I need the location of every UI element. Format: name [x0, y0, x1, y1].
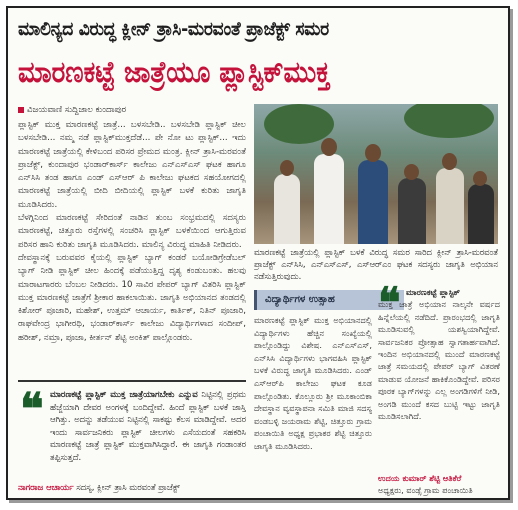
quote-left-body: ನಿಟ್ಟಿನಲ್ಲಿ ಪ್ರಥಮ ಹೆಜ್ಜೆಯಾಗಿ ದೇವರ ಅಂಗಳಕ್ಕೆ ಬಂದಿದ್ದೇವೆ. ಹಿಂದೆ ಪ್ಲಾಸ್ಟಿಕ್ ಬಳಕೆ ಜಾಸ್ತಿ ಆಗಿತ್ತು. ಅದನ್ನು ತಡೆಯುವ ನಿಟ್ಟಿನಲ್ಲಿ ಸಾಕಷ್ಟು ಕೆಲಸ ಮಾಡಿದ್ದೇವೆ. ಅದರ ಇಂದು ಸಾರ್ವಜನಿಕರು ಪ್ಲಾಸ್ಟಿಕ್ ಚೀಲಗಳು ಎಸೆಯದಂತೆ ಸಹಕರಿಸಿ ಮಾರಣಕಟ್ಟೆ ಜಾತ್ರೆ ಪ್ಲಾಸ್ಟಿಕ್ ಮುಕ್ತವಾಗಿಸಿದ್ದಾರೆ. ಈ ಜಾಗೃತಿ ಗಂಡಾಂತರ ತಪ್ಪಿಸುತ್ತದೆ.	[50, 389, 246, 462]
quote-left-attribution	[18, 480, 246, 494]
article-kicker: ಮಾಲಿನ್ಯದ ವಿರುದ್ಧ ಕ್ಲೀನ್ ತ್ರಾಸಿ-ಮರವಂತೆ ಪ್ರಾಜೆಕ್ಟ್ ಸಮರ	[18, 18, 329, 40]
attribution-name: ನಾಗರಾಜ ಆಚಾರ್ಯ	[18, 482, 74, 492]
quote-left-lead: ಮಾರಣಕಟ್ಟೆ ಪ್ಲಾಸ್ಟಿಕ್ ಮುಕ್ತ ಜಾತ್ರೆಯಾಗಬೇಕು ಎನ್ನುವ	[50, 389, 198, 399]
attribution-name: ಉದಯ ಕುಮಾರ್ ಶೆಟ್ಟಿ ಆತಿಕೆರೆ	[378, 473, 462, 483]
newspaper-clipping	[6, 6, 510, 500]
body-paragraph: ಬೆಳಗ್ಗಿನಿಂದ ಮಾರಣಕಟ್ಟೆ ಸೇರಿದಂತೆ ನಾಡಿನ ತುಂಬ ಸಂಭ್ರಮದಲ್ಲಿ ಸದಸ್ಯರು ಮಾರಣಕಟ್ಟೆ, ಚಿತ್ತೂರು ರಸ್ತೆಗಳಲ್ಲಿ ಸಂಚರಿಸಿ ಪ್ಲಾಸ್ಟಿಕ್ ಬಳಕೆಯಿಂದ ಆಗುತ್ತಿರುವ ಪರಿಸರ ಹಾನಿ ಕುರಿತು ಜಾಗೃತಿ ಮೂಡಿಸಿದರು. ಮಾಲಿನ್ಯ ವಿರುದ್ಧ ಮಾಹಿತಿ ನೀಡಿದರು.	[18, 213, 246, 250]
body-paragraph: ಪ್ಲಾಸ್ಟಿಕ್ ಮುಕ್ತ ಮಾರಣಕಟ್ಟೆ ಜಾತ್ರೆ... ಬಳಸಬೇಡಿ.. ಬಳಸಬೇಡಿ ಪ್ಲಾಸ್ಟಿಕ್ ಚೀಲ ಬಳಸಬೇಡಿ... ನಮ್ಮ ನಡೆ ಪ್ಲಾಸ್ಟಿಕ್‌ಮುಕ್ತದೆಡೆ... ಪೇ ನೋ ಟು ಪ್ಲಾಸ್ಟಿಕ್... ಇದು ಮಾರಣಕಟ್ಟೆ ಜಾತ್ರೆಯಲ್ಲಿ ಕೇಳಿಬಂದ ಪರಿಸರ ಪ್ರೇಮದ ಮಂತ್ರ. ಕ್ಲೀನ್ ತ್ರಾಸಿ-ಮರವಂತೆ ಪ್ರಾಜೆಕ್ಟ್, ಕುಂದಾಪುರ ಭಂಡಾರ್‌ಕಾರ್ಸ್ ಕಾಲೇಜು ಎನ್ಎಸ್ಎಸ್ ಘಟಕ ಹಾಗೂ ಎನ್‌ಸಿಸಿ ತಂಡ ಹಾಗೂ ಎಂಡ್ ಎಸ್ಆರ್ ಪಿ ಕಾಲೇಜು ಘಟಕದ ಸಹಯೋಗದಲ್ಲಿ ಮಾರಣಕಟ್ಟೆ ಜಾತ್ರೆಯಲ್ಲಿ ಬೀದಿ ಬೀದಿಯಲ್ಲಿ ಪ್ಲಾಸ್ಟಿಕ್ ಬಳಕೆ ಕುರಿತು ಜಾಗೃತಿ ಮೂಡಿಸಿದರು.	[18, 120, 246, 210]
middle-column	[254, 314, 372, 496]
right-column	[378, 278, 500, 484]
section-title: ವಿದ್ಯಾರ್ಥಿಗಳ ಉತ್ಸಾಹ	[254, 290, 404, 310]
left-column	[18, 104, 246, 378]
photo-caption: ಮಾರಣಕಟ್ಟೆ ಜಾತ್ರೆಯಲ್ಲಿ ಪ್ಲಾಸ್ಟಿಕ್ ಬಳಕೆ ವಿರುದ್ಧ ಸಮರ ಸಾರಿದ ಕ್ಲೀನ್ ತ್ರಾಸಿ-ಮರವಂತೆ ಪ್ರಾಜೆಕ್ಟ್ ಎನ್‌ಸಿಸಿ, ಎನ್ಎಸ್ಎಸ್, ಎಸ್ಆರ್‌ಎಂ ಘಟಕ ಸದಸ್ಯರು ಜಾಗೃತಿ ಅಭಿಯಾನ ನಡೆಸುತ್ತಿರುವುದು.	[254, 247, 498, 281]
attribution-role: ಸದಸ್ಯ, ಕ್ಲೀನ್ ತ್ರಾಸಿ ಮರವಂತೆ ಪ್ರಾಜೆಕ್ಟ್	[76, 482, 180, 492]
quote-mark-icon: ❝	[378, 278, 401, 327]
quote-right-attribution	[378, 472, 500, 496]
body-paragraph: ದೇವಸ್ಥಾನಕ್ಕೆ ಬರುವವರ ಕೈಯಲ್ಲಿ ಪ್ಲಾಸ್ಟಿಕ್ ಬ್ಯಾಗ್ ಕಂಡರೆ ಬಯೋಡಿಗ್ರೇಡೆಬಲ್ ಬ್ಯಾಗ್ ನೀಡಿ ಪ್ಲಾಸ್ಟಿಕ್ ಚೀಲ ಹಿಂದಕ್ಕೆ ಪಡೆಯುತ್ತಿದ್ದ ದೃಶ್ಯ ಕಂಡುಬಂತು. ಹಲವು ಮಾರಾಟಗಾರರು ಬೆಂಬಲ ನೀಡಿದರು. 10 ಸಾವಿರ ಪೇಪರ್ ಬ್ಯಾಗ್ ವಿತರಿಸಿ ಪ್ಲಾಸ್ಟಿಕ್ ಮುಕ್ತ ಮಾರಣಕಟ್ಟೆ ಜಾತ್ರೆಗೆ ಶ್ರೀಕಾರ ಹಾಕಲಾಯಿತು. ಜಾಗೃತಿ ಅಭಿಯಾನದ ತಂಡದಲ್ಲಿ ಕಿಶೋರ್ ಪೂಜಾರಿ, ಮಹೇಶ್, ಉತ್ತಮ್ ಆಚಾರ್ಯ, ಕಾರ್ತಿಕ್, ನಿತಿನ್ ಪೂಜಾರಿ, ರಾಘವೇಂದ್ರ ಭಾಗೀರಥಿ, ಭಂಡಾರ್‌ಕಾರ್ಸ್ ಕಾಲೇಜು ವಿದ್ಯಾರ್ಥಿಗಳಾದ ಸಂದೀಪ್, ಹರೀಶ್, ನಮ್ರಾ, ಪೂಜಾ, ಕೀರ್ತನ್ ಶೆಟ್ಟಿ ಅಂಕಿತ್ ಪಾಲ್ಗೊಂಡರು.	[18, 252, 246, 343]
byline	[18, 104, 246, 117]
quote-left	[18, 388, 246, 474]
quote-right-text: ಮುಕ್ತ ಜಾತ್ರೆ ಅಭಿಯಾನ ನಾಲ್ಕನೇ ವರ್ಷದ ಹಿನ್ನೆಲೆಯಲ್ಲಿ ನಡೆದಿದೆ. ಪ್ರಾರಂಭದಲ್ಲಿ ಜಾಗೃತಿ ಮೂಡಿಸುವಲ್ಲಿ ಯಶಸ್ವಿಯಾಗಿದ್ದೇವೆ. ಸಾರ್ವಜನಿಕರ ಪ್ರೋತ್ಸಾಹ ಸ್ವಾಗತಾರ್ಹವಾಗಿದೆ. ಇಂದಿನ ಅಭಿಯಾನದಲ್ಲಿ ಮುಂದೆ ಮಾರಣಕಟ್ಟೆ ಜಾತ್ರೆ ಸಮಯದಲ್ಲಿ ಪೇಪರ್ ಬ್ಯಾಗ್ ವಿತರಣೆ ಮಾಡುವ ಯೋಜನೆ ಹಾಕಿಕೊಂಡಿದ್ದೇವೆ. ಪರಿಸರ ಪೂರಕ ಬ್ಯಾಗ್‌ಗಳನ್ನು ಎಲ್ಲ ಅಂಗಡಿಗಳಿಗೆ ನೀಡಿ, ಅಂಗಡಿ ಮುಂದೆ ಕಸದ ಬುಟ್ಟಿ ಇಟ್ಟು ಜಾಗೃತಿ ಮೂಡಿಸಲಾಗಿದೆ.	[378, 299, 500, 422]
byline-text: ವಿಜಯವಾಣಿ ಸುದ್ದಿಜಾಲ ಕುಂದಾಪುರ	[27, 105, 127, 115]
article-photo	[254, 104, 498, 244]
attribution-role: ಅಧ್ಯಕ್ಷರು, ವಂಡ್ಸೆ ಗ್ರಾಮ ಪಂಚಾಯಿತಿ	[378, 485, 473, 495]
quote-left-text	[50, 388, 246, 464]
body-paragraph: ಮಾರಣಕಟ್ಟೆ ಪ್ಲಾಸ್ಟಿಕ್ ಮುಕ್ತ ಅಭಿಯಾನದಲ್ಲಿ ವಿದ್ಯಾರ್ಥಿಗಳು ಹೆಚ್ಚಿನ ಸಂಖ್ಯೆಯಲ್ಲಿ ಪಾಲ್ಗೊಂಡಿದ್ದು ವಿಶೇಷ. ಎನ್ಎಸ್ಎಸ್, ಎನ್‌ಸಿಸಿ ವಿದ್ಯಾರ್ಥಿಗಳು ಭಾಗವಹಿಸಿ ಪ್ಲಾಸ್ಟಿಕ್ ಬಳಕೆ ವಿರುದ್ಧ ಜಾಗೃತಿ ಮೂಡಿಸಿದರು. ಎಂಡ್ ಎಸ್ಆರ್‌ಪಿ ಕಾಲೇಜು ಘಟಕ ಕೂಡ ಪಾಲ್ಗೊಂಡಿತು. ಕೊಲ್ಲೂರು ಶ್ರೀ ಮೂಕಾಂಬಿಕಾ ದೇವಸ್ಥಾನ ವ್ಯವಸ್ಥಾಪನಾ ಸಮಿತಿ ಮಾಜಿ ಸದಸ್ಯ ವಂಡಬಳ್ಳಿ ಜಯರಾಮ ಶೆಟ್ಟಿ, ಚಿತ್ತೂರು ಗ್ರಾಮ ಪಂಚಾಯಿತಿ ಅಧ್ಯಕ್ಷ ಪ್ರಭಾಕರ ಶೆಟ್ಟಿ ಚಿತ್ತೂರು ಜಾಗೃತಿ ಮೂಡಿಸಿದರು.	[254, 315, 372, 451]
quote-mark-icon: ❝	[20, 388, 44, 435]
article-headline: ಮಾರಣಕಟ್ಟೆ ಜಾತ್ರೆಯೂ ಪ್ಲಾಸ್ಟಿಕ್‌ಮುಕ್ತ	[18, 55, 331, 90]
quote-right-lead: ಮಾರಣಕಟ್ಟೆ ಪ್ಲಾಸ್ಟಿಕ್	[406, 287, 461, 297]
column-divider	[18, 380, 246, 382]
byline-marker-icon	[18, 107, 24, 113]
